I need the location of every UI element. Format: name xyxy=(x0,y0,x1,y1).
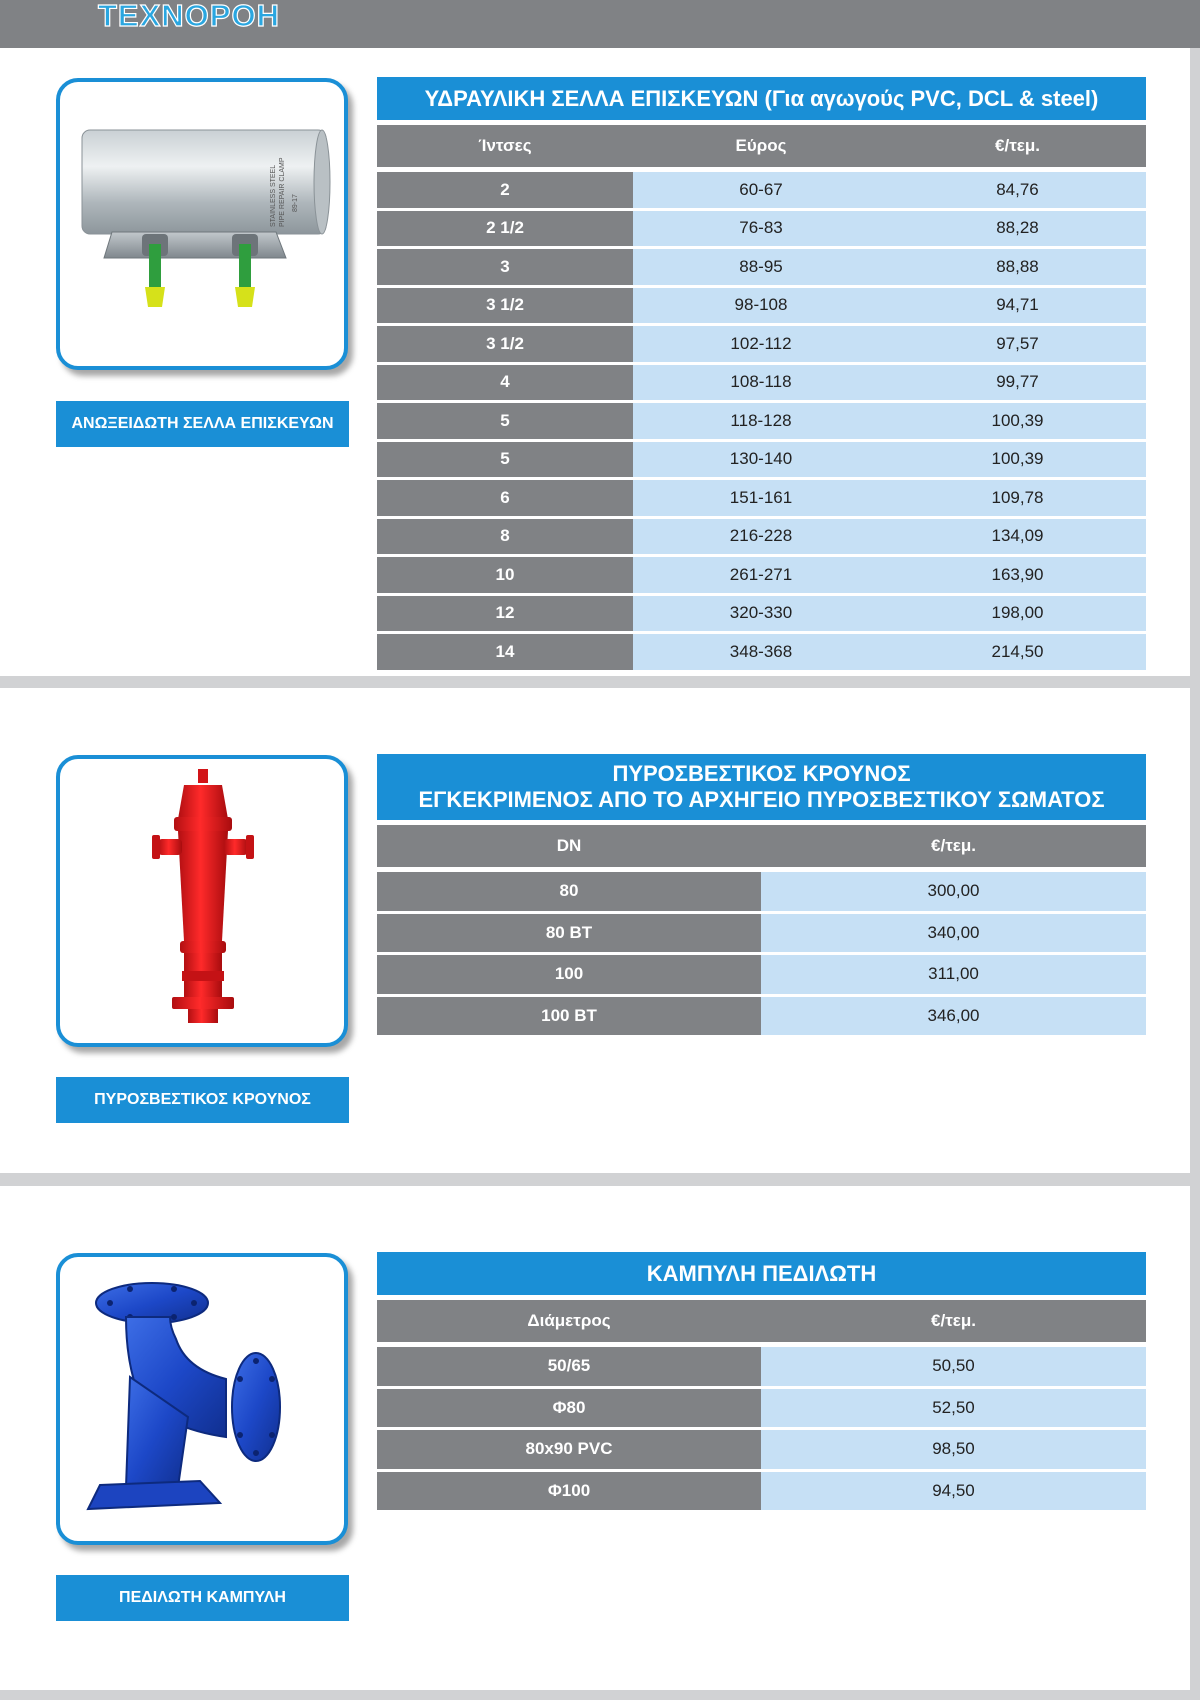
row-key-cell: 50/65 xyxy=(377,1347,761,1386)
table-row xyxy=(377,288,1146,327)
row-key-cell: 4 xyxy=(377,365,633,401)
column-header: €/τεμ. xyxy=(995,136,1040,155)
row-value-cell: 60-67 xyxy=(633,172,889,208)
svg-text:STAINLESS STEEL: STAINLESS STEEL xyxy=(270,164,277,227)
svg-text:PIPE REPAIR CLAMP: PIPE REPAIR CLAMP xyxy=(279,157,286,227)
row-value-cell: 50,50 xyxy=(761,1347,1146,1386)
product-caption: ΠΕΔΙΛΩΤΗ ΚΑΜΠΥΛΗ xyxy=(56,1575,349,1621)
section-separator xyxy=(0,676,1200,688)
row-value-cell: 100,39 xyxy=(889,403,1146,439)
table-title xyxy=(377,754,1146,825)
row-value-cell: 320-330 xyxy=(633,596,889,632)
table-row xyxy=(377,1430,1146,1472)
table-row xyxy=(377,1389,1146,1431)
row-key-cell: 8 xyxy=(377,519,633,555)
column-header: Εύρος xyxy=(735,136,787,155)
row-value-cell: 340,00 xyxy=(761,914,1146,953)
row-value-cell: 163,90 xyxy=(889,557,1146,593)
table-title: ΚΑΜΠΥΛΗ ΠΕΔΙΛΩΤΗ xyxy=(377,1252,1146,1300)
row-value-cell: 100,39 xyxy=(889,442,1146,478)
table-header-row xyxy=(377,825,1146,872)
table-row xyxy=(377,596,1146,635)
table-body xyxy=(377,1347,1146,1513)
row-key-cell: Φ100 xyxy=(377,1472,761,1511)
product-caption: ΠΥΡΟΣΒΕΣΤΙΚΟΣ ΚΡΟΥΝΟΣ xyxy=(56,1077,349,1123)
table-row xyxy=(377,872,1146,914)
row-key-cell: 2 xyxy=(377,172,633,208)
table-row xyxy=(377,480,1146,519)
row-key-cell: 80x90 PVC xyxy=(377,1430,761,1469)
product-image-frame xyxy=(56,78,348,370)
product-image-frame xyxy=(56,1253,348,1545)
row-value-cell: 261-271 xyxy=(633,557,889,593)
row-value-cell: 300,00 xyxy=(761,872,1146,911)
row-key-cell: 3 1/2 xyxy=(377,288,633,324)
row-value-cell: 97,57 xyxy=(889,326,1146,362)
row-key-cell: Φ80 xyxy=(377,1389,761,1428)
column-header: €/τεμ. xyxy=(931,836,976,855)
table-row xyxy=(377,442,1146,481)
table-row xyxy=(377,997,1146,1039)
column-header: €/τεμ. xyxy=(931,1311,976,1330)
product-image-frame xyxy=(56,755,348,1047)
table-row xyxy=(377,172,1146,211)
row-key-cell: 5 xyxy=(377,403,633,439)
row-value-cell: 134,09 xyxy=(889,519,1146,555)
table-row xyxy=(377,914,1146,956)
column-header: DN xyxy=(556,836,582,855)
row-value-cell: 346,00 xyxy=(761,997,1146,1036)
row-value-cell: 88,28 xyxy=(889,211,1146,247)
fire-hydrant-icon xyxy=(60,759,344,1043)
row-key-cell: 3 1/2 xyxy=(377,326,633,362)
row-value-cell: 311,00 xyxy=(761,955,1146,994)
row-value-cell: 109,78 xyxy=(889,480,1146,516)
repair-clamp-icon xyxy=(60,82,344,366)
row-value-cell: 348-368 xyxy=(633,634,889,670)
row-value-cell: 99,77 xyxy=(889,365,1146,401)
table-body xyxy=(377,172,1146,673)
row-value-cell: 84,76 xyxy=(889,172,1146,208)
price-table-duckfoot-bend xyxy=(377,1252,1146,1513)
table-row xyxy=(377,365,1146,404)
product-caption: ΑΝΩΞΕΙΔΩΤΗ ΣΕΛΛΑ ΕΠΙΣΚΕΥΩΝ xyxy=(56,401,349,447)
table-body xyxy=(377,872,1146,1038)
column-header: Διάμετρος xyxy=(527,1311,611,1330)
row-value-cell: 214,50 xyxy=(889,634,1146,670)
row-value-cell: 88,88 xyxy=(889,249,1146,285)
table-row xyxy=(377,955,1146,997)
table-row xyxy=(377,519,1146,558)
row-value-cell: 102-112 xyxy=(633,326,889,362)
table-row xyxy=(377,249,1146,288)
column-header: Ίντσες xyxy=(478,136,532,155)
table-title-line: ΕΓΚΕΚΡΙΜΕΝΟΣ ΑΠΟ ΤΟ ΑΡΧΗΓΕΙΟ ΠΥΡΟΣΒΕΣΤΙΚΟΥ ΣΩΜΑΤΟΣ xyxy=(418,787,1105,812)
table-row xyxy=(377,403,1146,442)
table-row xyxy=(377,211,1146,250)
row-key-cell: 10 xyxy=(377,557,633,593)
row-key-cell: 14 xyxy=(377,634,633,670)
row-value-cell: 52,50 xyxy=(761,1389,1146,1428)
table-row xyxy=(377,1472,1146,1514)
table-row xyxy=(377,1347,1146,1389)
brand-logo: ΤΕΧΝΟΡΟΗ xyxy=(98,0,280,33)
table-header-row xyxy=(377,1300,1146,1347)
row-value-cell: 151-161 xyxy=(633,480,889,516)
row-key-cell: 6 xyxy=(377,480,633,516)
table-row xyxy=(377,557,1146,596)
row-value-cell: 88-95 xyxy=(633,249,889,285)
table-title: ΥΔΡΑΥΛΙΚΗ ΣΕΛΛΑ ΕΠΙΣΚΕΥΩΝ (Για αγωγούς PVC, DCL & steel) xyxy=(377,77,1146,125)
section-separator xyxy=(0,1690,1200,1700)
price-table-repair-clamp xyxy=(377,77,1146,673)
row-key-cell: 100 xyxy=(377,955,761,994)
row-value-cell: 98-108 xyxy=(633,288,889,324)
table-row xyxy=(377,634,1146,673)
duckfoot-bend-icon xyxy=(60,1257,344,1541)
row-key-cell: 3 xyxy=(377,249,633,285)
table-title-line: ΠΥΡΟΣΒΕΣΤΙΚΟΣ ΚΡΟΥΝΟΣ xyxy=(612,761,911,787)
table-row xyxy=(377,326,1146,365)
row-key-cell: 80 BT xyxy=(377,914,761,953)
row-key-cell: 80 xyxy=(377,872,761,911)
row-value-cell: 94,50 xyxy=(761,1472,1146,1511)
row-value-cell: 76-83 xyxy=(633,211,889,247)
row-value-cell: 130-140 xyxy=(633,442,889,478)
row-value-cell: 98,50 xyxy=(761,1430,1146,1469)
row-value-cell: 198,00 xyxy=(889,596,1146,632)
price-table-fire-hydrant xyxy=(377,754,1146,1038)
row-value-cell: 118-128 xyxy=(633,403,889,439)
row-key-cell: 5 xyxy=(377,442,633,478)
row-key-cell: 12 xyxy=(377,596,633,632)
row-value-cell: 108-118 xyxy=(633,365,889,401)
row-key-cell: 100 BT xyxy=(377,997,761,1036)
section-separator xyxy=(0,1173,1200,1186)
row-value-cell: 216-228 xyxy=(633,519,889,555)
row-key-cell: 2 1/2 xyxy=(377,211,633,247)
svg-text:89-17: 89-17 xyxy=(292,194,299,212)
row-value-cell: 94,71 xyxy=(889,288,1146,324)
right-edge-strip xyxy=(1190,48,1200,1700)
table-header-row xyxy=(377,125,1146,172)
